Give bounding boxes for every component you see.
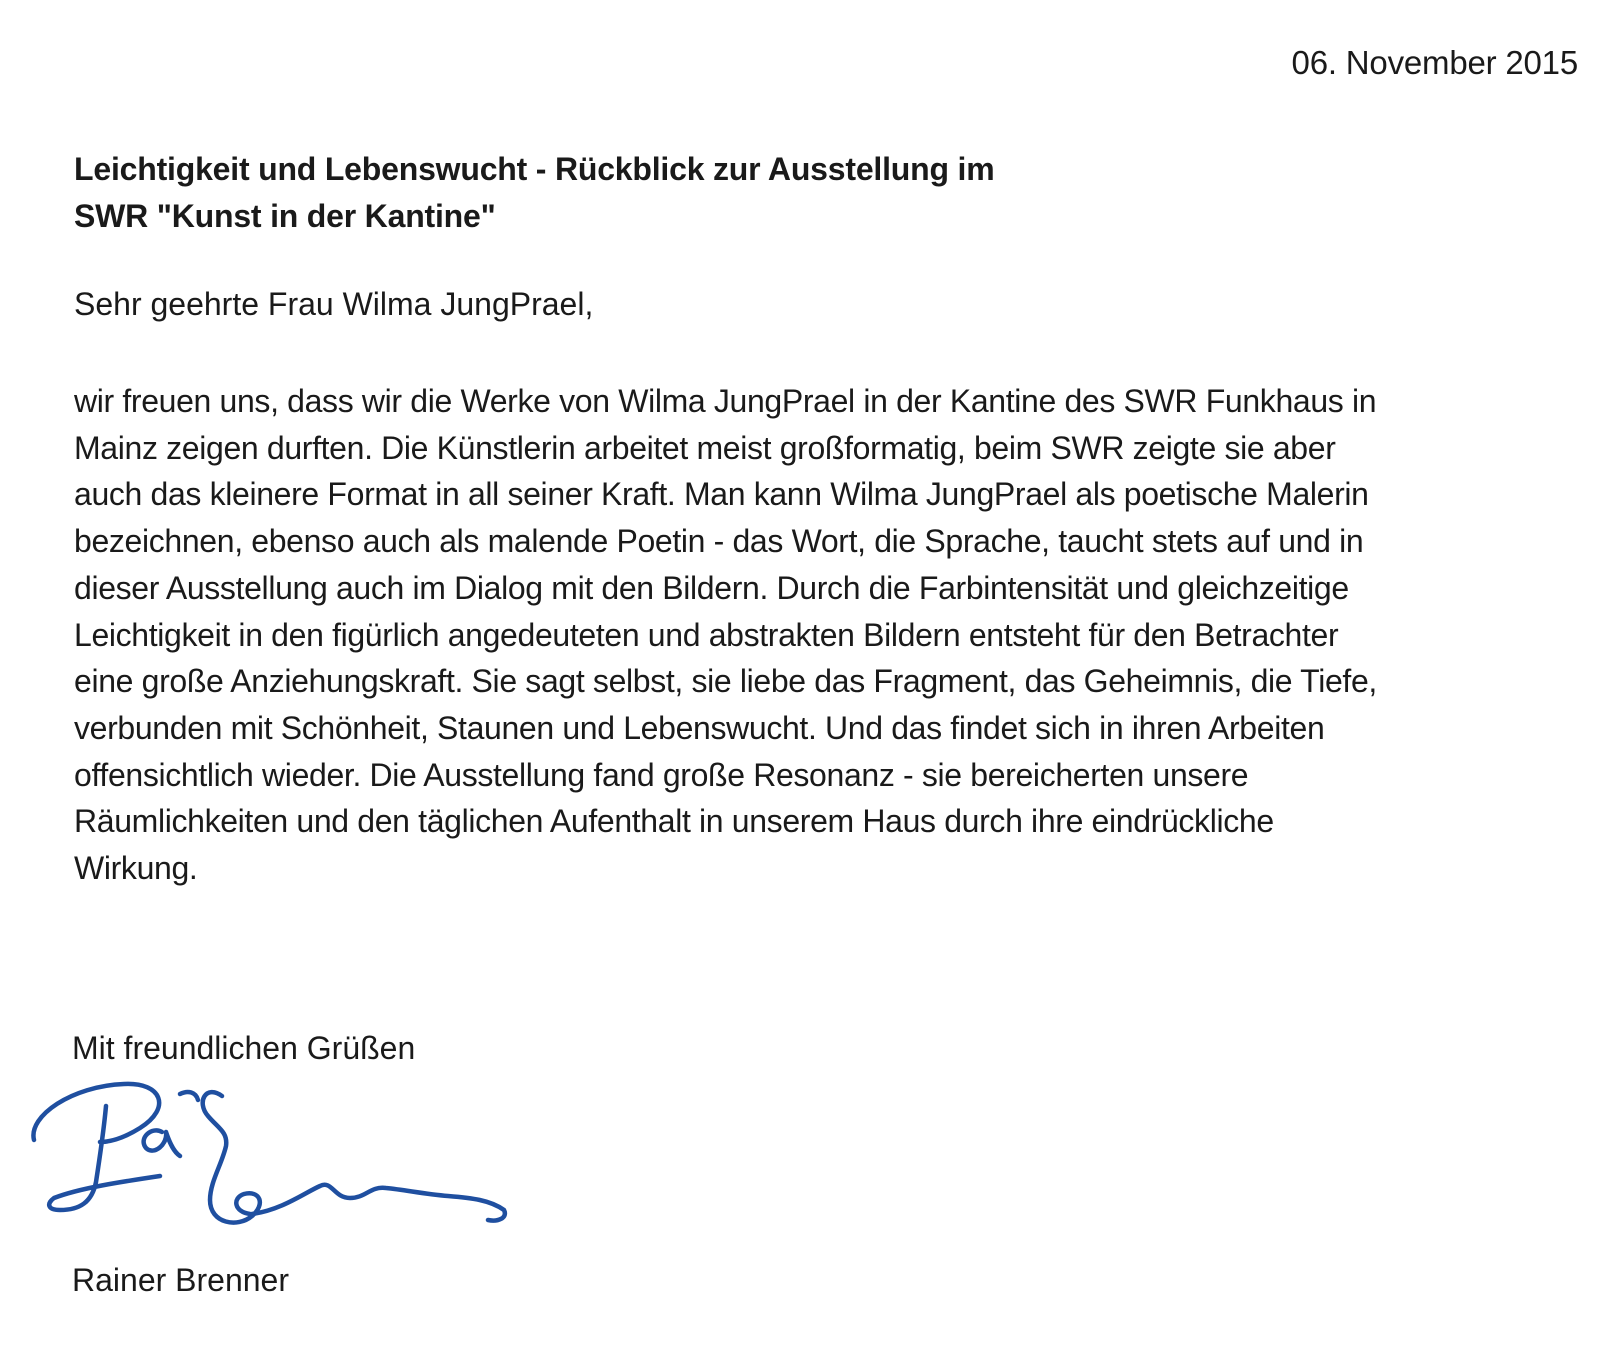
body-line: wir freuen uns, dass wir die Werke von Wilma JungPrael in der Kantine des SWR Funkhaus in	[74, 383, 1377, 419]
letter-closing: Mit freundlichen Grüßen	[72, 1030, 416, 1066]
body-line: eine große Anziehungskraft. Sie sagt selbst, sie liebe das Fragment, das Geheimnis, die Tiefe,	[74, 663, 1377, 700]
letter-body	[74, 378, 1574, 892]
signature-stroke	[203, 1092, 260, 1222]
signature-stroke	[252, 1185, 505, 1221]
signature-stroke	[144, 1130, 180, 1156]
body-line: Leichtigkeit in den figürlich angedeuteten und abstrakten Bildern entsteht für den Betrachter	[74, 616, 1339, 653]
body-line: bezeichnen, ebenso auch als malende Poetin - das Wort, die Sprache, taucht stets auf und in	[74, 523, 1364, 560]
letter-salutation: Sehr geehrte Frau Wilma JungPrael,	[74, 286, 594, 322]
body-line: Mainz zeigen durften. Die Künstlerin arbeitet meist großformatig, beim SWR zeigte sie aber	[74, 429, 1336, 466]
body-line: Räumlichkeiten und den täglichen Aufenthalt in unserem Haus durch ihre eindrückliche	[74, 803, 1274, 840]
body-line: Wirkung.	[74, 850, 198, 887]
letter-subject	[74, 146, 1274, 240]
signature-stroke	[180, 1092, 198, 1100]
subject-line: SWR "Kunst in der Kantine"	[74, 198, 496, 234]
body-line: dieser Ausstellung auch im Dialog mit den Bildern. Durch die Farbintensität und gleichzeitige	[74, 569, 1349, 606]
body-line: auch das kleinere Format in all seiner Kraft. Man kann Wilma JungPrael als poetische Malerin	[74, 476, 1369, 513]
signer-name: Rainer Brenner	[72, 1262, 289, 1298]
signature-stroke	[49, 1106, 160, 1210]
body-line: verbunden mit Schönheit, Staunen und Lebenswucht. Und das findet sich in ihren Arbeiten	[74, 709, 1325, 746]
letter-date: 06. November 2015	[1291, 44, 1578, 81]
body-line: offensichtlich wieder. Die Ausstellung fand große Resonanz - sie bereicherten unsere	[74, 756, 1249, 793]
handwritten-signature	[20, 1072, 520, 1242]
subject-line: Leichtigkeit und Lebenswucht - Rückblick zur Ausstellung im	[74, 151, 995, 187]
signature-stroke	[33, 1084, 159, 1142]
